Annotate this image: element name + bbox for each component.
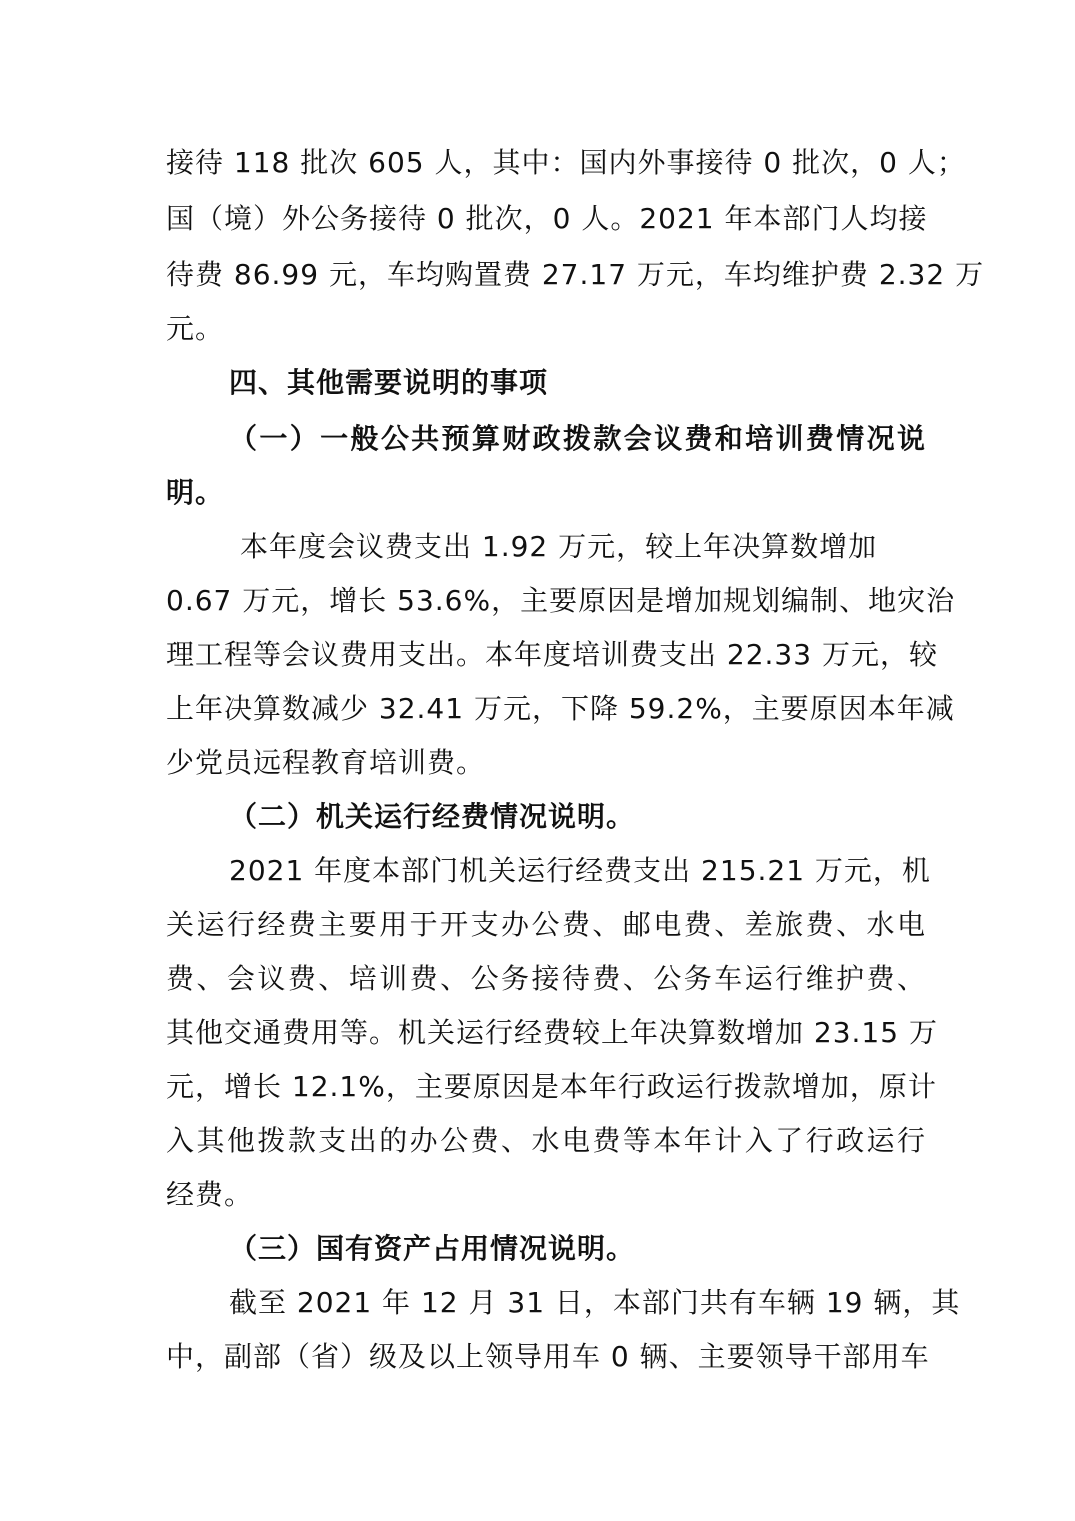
body-line: 少党员远程教育培训费。 (166, 746, 486, 779)
body-line: 费、会议费、培训费、公务接待费、公务车运行维护费、 (166, 962, 926, 995)
subsection-heading: （二）机关运行经费情况说明。 (229, 800, 636, 833)
body-line: 本年度会议费支出 1.92 万元，较上年决算数增加 (240, 530, 878, 563)
body-line: 截至 2021 年 12 月 31 日，本部门共有车辆 19 辆，其 (229, 1286, 961, 1319)
section-heading: 四、其他需要说明的事项 (229, 366, 549, 399)
body-line: 其他交通费用等。机关运行经费较上年决算数增加 23.15 万 (166, 1016, 938, 1049)
body-line: 国（境）外公务接待 0 批次，0 人。2021 年本部门人均接 (166, 202, 928, 235)
body-line: 0.67 万元，增长 53.6%，主要原因是增加规划编制、地灾治 (166, 584, 956, 617)
subsection-heading: （一）一般公共预算财政拨款会议费和培训费情况说 (229, 422, 926, 455)
body-line: 经费。 (166, 1178, 254, 1211)
subsection-heading: （三）国有资产占用情况说明。 (229, 1232, 636, 1265)
body-line: 入其他拨款支出的办公费、水电费等本年计入了行政运行 (166, 1124, 926, 1157)
body-line: 关运行经费主要用于开支办公费、邮电费、差旅费、水电 (166, 908, 926, 941)
body-line: 待费 86.99 元，车均购置费 27.17 万元，车均维护费 2.32 万 (166, 258, 985, 291)
body-line: 上年决算数减少 32.41 万元，下降 59.2%，主要原因本年减 (166, 692, 955, 725)
body-line: 2021 年度本部门机关运行经费支出 215.21 万元，机 (229, 854, 931, 887)
body-line: 中，副部（省）级及以上领导用车 0 辆、主要领导干部用车 (166, 1340, 930, 1373)
body-line: 理工程等会议费用支出。本年度培训费支出 22.33 万元，较 (166, 638, 938, 671)
body-line: 元。 (166, 312, 225, 345)
body-line: 元，增长 12.1%，主要原因是本年行政运行拨款增加，原计 (166, 1070, 937, 1103)
body-line: 接待 118 批次 605 人，其中：国内外事接待 0 批次，0 人； (166, 146, 966, 179)
subsection-heading-cont: 明。 (166, 476, 225, 509)
